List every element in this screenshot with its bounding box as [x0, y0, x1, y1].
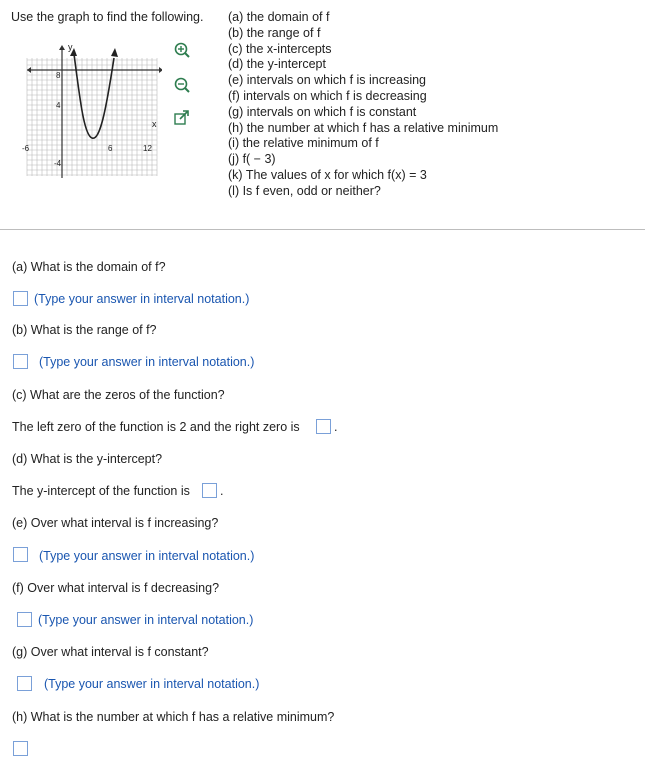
x-axis-arrow-left	[27, 67, 31, 73]
graph-grid	[27, 58, 157, 176]
answer-c-period: .	[334, 420, 338, 434]
part-item: (l) Is f even, odd or neither?	[228, 183, 381, 198]
zoom-in-icon[interactable]	[174, 42, 190, 58]
part-item: (b) the range of f	[228, 25, 321, 40]
part-item: (j) f( − 3)	[228, 152, 276, 167]
answer-e-hint: (Type your answer in interval notation.)	[39, 549, 255, 563]
tick-label-xneg6: -6	[22, 144, 30, 153]
part-item: (h) the number at which f has a relative minimum	[228, 120, 499, 135]
part-item: (a) the domain of f	[228, 10, 330, 24]
curve-arrow-right	[111, 48, 118, 57]
part-item: (e) intervals on which f is increasing	[228, 73, 426, 88]
x-axis-arrow-right	[159, 67, 162, 73]
answer-h-input[interactable]	[13, 741, 28, 756]
part-item: (i) the relative minimum of f	[228, 136, 379, 151]
answer-d-period: .	[220, 484, 224, 498]
answer-c-input[interactable]	[316, 419, 331, 434]
answer-g-input[interactable]	[17, 676, 32, 691]
question-f-prompt: (f) Over what interval is f decreasing?	[12, 581, 220, 595]
question-h-prompt: (h) What is the number at which f has a relative minimum?	[12, 710, 335, 724]
question-g-prompt: (g) Over what interval is f constant?	[12, 645, 209, 659]
tick-label-yneg4: -4	[54, 159, 62, 168]
tick-label-x6: 6	[108, 144, 113, 153]
zoom-out-icon[interactable]	[174, 77, 190, 93]
answer-b-input[interactable]	[13, 354, 28, 369]
question-a-prompt: (a) What is the domain of f?	[12, 260, 166, 274]
part-item: (c) the x-intercepts	[228, 41, 332, 56]
part-item: (d) the y-intercept	[228, 57, 326, 72]
part-item: (k) The values of x for which f(x) = 3	[228, 167, 427, 182]
x-axis-label: x	[152, 119, 157, 129]
instruction-text: Use the graph to find the following.	[11, 10, 204, 24]
popout-icon[interactable]	[174, 110, 190, 126]
function-graph	[22, 40, 162, 180]
answer-c-sentence: The left zero of the function is 2 and the right zero is	[12, 420, 300, 434]
tick-label-y4: 4	[56, 101, 61, 110]
answer-a-hint: (Type your answer in interval notation.)	[34, 292, 250, 306]
answer-e-input[interactable]	[13, 547, 28, 562]
section-divider	[0, 229, 645, 230]
question-e-prompt: (e) Over what interval is f increasing?	[12, 516, 219, 530]
answer-g-hint: (Type your answer in interval notation.)	[44, 677, 260, 691]
answer-d-sentence: The y-intercept of the function is	[12, 484, 190, 498]
part-item: (g) intervals on which f is constant	[228, 104, 417, 119]
tick-label-y8: 8	[56, 71, 61, 80]
answer-a-input[interactable]	[13, 291, 28, 306]
answer-d-input[interactable]	[202, 483, 217, 498]
question-b-prompt: (b) What is the range of f?	[12, 323, 157, 337]
answer-b-hint: (Type your answer in interval notation.)	[39, 355, 255, 369]
tick-label-x12: 12	[143, 144, 152, 153]
part-item: (f) intervals on which f is decreasing	[228, 88, 427, 103]
function-curve	[74, 54, 114, 138]
answer-f-hint: (Type your answer in interval notation.)	[38, 613, 254, 627]
question-c-prompt: (c) What are the zeros of the function?	[12, 388, 225, 402]
y-axis-arrow-up	[59, 45, 65, 50]
y-axis-label: y	[68, 42, 73, 52]
answer-f-input[interactable]	[17, 612, 32, 627]
parts-list	[228, 10, 498, 200]
question-d-prompt: (d) What is the y-intercept?	[12, 452, 163, 466]
